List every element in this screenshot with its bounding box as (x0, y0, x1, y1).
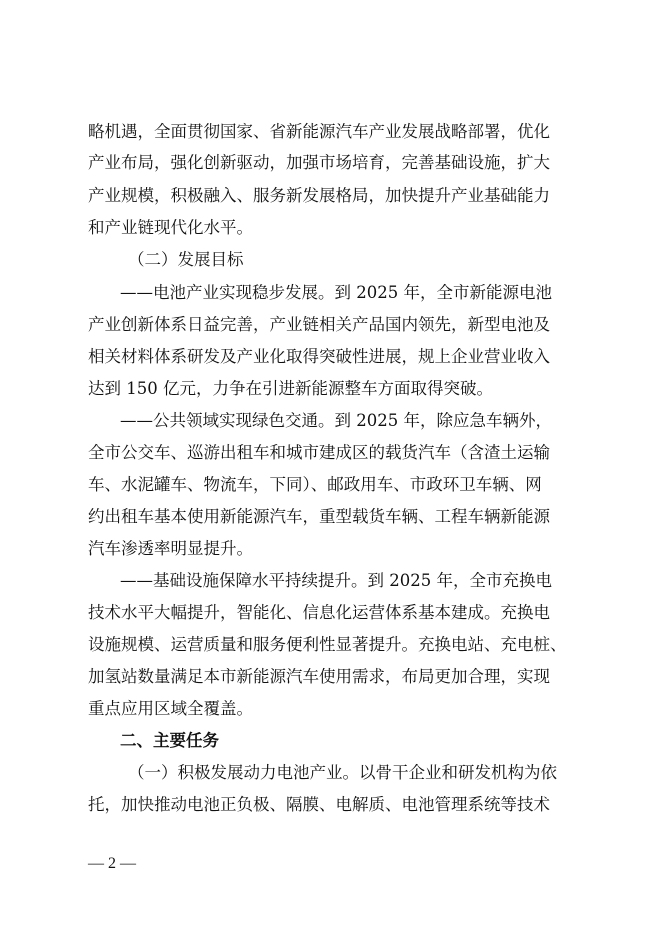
goal-line: 车、水泥罐车、物流车，下同）、邮政用车、市政环卫车辆、网 (88, 475, 542, 494)
task-line: （一）积极发展动力电池产业。以骨干企业和研发机构为依 (128, 763, 557, 782)
goal-line: 汽车渗透率明显提升。 (88, 539, 253, 558)
goal-line: ——电池产业实现稳步发展。到 2025 年，全市新能源电池 (120, 283, 552, 302)
goal-line: 达到 150 亿元，力争在引进新能源整车方面取得突破。 (88, 379, 493, 398)
goal-line: 技术水平大幅提升，智能化、信息化运营体系基本建成。充换电 (88, 603, 550, 622)
paragraph-line: 产业布局，强化创新驱动，加强市场培育，完善基础设施，扩大 (88, 153, 550, 172)
goal-line: 重点应用区域全覆盖。 (88, 699, 253, 718)
task-line: 托，加快推动电池正负极、隔膜、电解质、电池管理系统等技术 (88, 795, 550, 814)
goal-line: 产业创新体系日益完善，产业链相关产品国内领先，新型电池及 (88, 315, 550, 334)
paragraph-line: 产业规模，积极融入、服务新发展格局，加快提升产业基础能力 (88, 186, 550, 205)
section-heading-main-tasks: 二、主要任务 (120, 731, 219, 750)
page-number: — 2 — (88, 855, 136, 872)
paragraph-line: 略机遇，全面贯彻国家、省新能源汽车产业发展战略部署，优化 (88, 122, 550, 141)
goal-line: 全市公交车、巡游出租车和城市建成区的载货汽车（含渣土运输 (88, 443, 550, 462)
goal-line: 相关材料体系研发及产业化取得突破性进展，规上企业营业收入 (88, 347, 550, 366)
subheading-goals: （二）发展目标 (128, 250, 244, 269)
goal-line: ——基础设施保障水平持续提升。到 2025 年，全市充换电 (120, 571, 552, 590)
goal-line: 约出租车基本使用新能源汽车，重型载货车辆、工程车辆新能源 (88, 507, 550, 526)
goal-line: 加氢站数量满足本市新能源汽车使用需求，布局更加合理，实现 (88, 667, 550, 686)
goal-line: ——公共领域实现绿色交通。到 2025 年，除应急车辆外， (120, 411, 552, 430)
goal-line: 设施规模、运营质量和服务便利性显著提升。充换电站、充电桩、 (88, 635, 567, 654)
paragraph-line: 和产业链现代化水平。 (88, 218, 253, 237)
